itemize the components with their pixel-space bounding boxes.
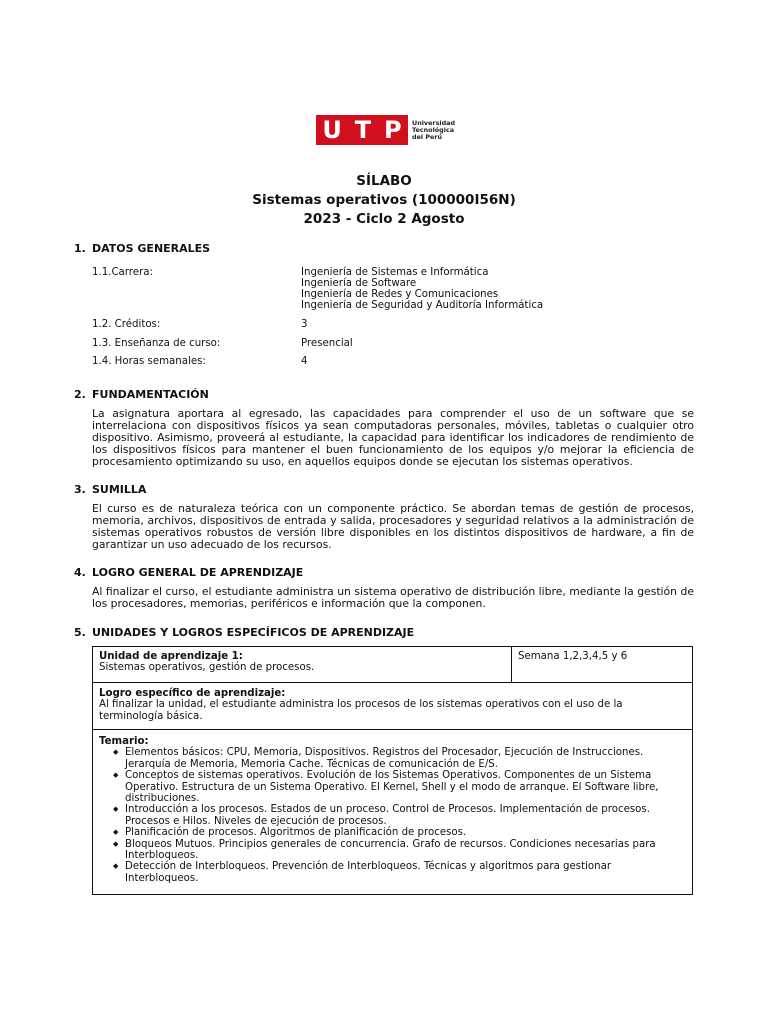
carrera-values [301, 267, 543, 311]
section-heading-datos-generales [74, 242, 210, 255]
unit-logro-title: Logro específico de aprendizaje: [99, 688, 286, 699]
unit-1-table [92, 646, 693, 895]
creditos-value: 3 [301, 319, 308, 330]
section-title: SUMILLA [92, 483, 147, 496]
temario-item: ◆ Conceptos de sistemas operativos. Evolución de los Sistemas Operativos. Componentes de un Sistema Operativo. Estructura de un Sistema Operativo. El Kernel, Shell y el modo de arranque. El Software libre, distribuciones. [125, 770, 686, 804]
unit-title: Unidad de aprendizaje 1: [99, 651, 243, 662]
unit-logro-row [93, 683, 692, 730]
logo-text [412, 120, 455, 141]
title-cycle: 2023 - Ciclo 2 Agosto [303, 211, 465, 227]
section-number: 4. [74, 566, 86, 579]
section-title: FUNDAMENTACIÓN [92, 388, 209, 401]
unit-title-cell [93, 647, 512, 682]
horas-value: 4 [301, 356, 308, 367]
creditos-label: 1.2. Créditos: [92, 319, 161, 330]
carrera-item: Ingeniería de Software [301, 278, 417, 289]
section-heading-sumilla [74, 483, 146, 496]
utp-logo [316, 115, 455, 145]
logo-letter-p: P [383, 116, 402, 144]
unit-weeks-cell [512, 647, 692, 682]
unit-name: Sistemas operativos, gestión de procesos. [99, 662, 315, 674]
logo-letter-t: T [354, 116, 372, 144]
section-title: DATOS GENERALES [92, 242, 211, 255]
carrera-item: Ingeniería de Sistemas e Informática [301, 267, 489, 278]
carrera-label: 1.1.Carrera: [92, 267, 153, 278]
section-number: 2. [74, 388, 86, 401]
section-heading-unidades [74, 626, 414, 639]
ensenanza-value: Presencial [301, 338, 353, 349]
logo-text-line: Tecnológica [412, 125, 455, 134]
fundamentacion-paragraph: La asignatura aportara al egresado, las capacidades para comprender el uso de un software que se interrelaciona con dispositivos físicos ya sean computadoras personales, móviles, tabletas o cualquier otro dispositivo. Asimismo, proveerá al estudiante, la capacidad para identificar los indicadores de rendimiento de los dispositivos físicos para mantener el buen funcionamiento de los equipos y/o mejorar la eficiencia de procesamiento optimizando su uso, en aquellos equipos donde se ejecutan los sistemas operativos. [92, 407, 694, 468]
section-heading-logro-general [74, 566, 303, 579]
unit-temario-title: Temario: [99, 736, 149, 747]
temario-item: ◆ Planificación de procesos. Algoritmos de planificación de procesos. [125, 827, 686, 838]
temario-item: ◆ Elementos básicos: CPU, Memoria, Dispositivos. Registros del Procesador, Ejecución de Instrucciones. Jerarquía de Memoria, Memoria Cache. Técnicas de comunicación de E/S. [125, 747, 686, 770]
horas-label: 1.4. Horas semanales: [92, 356, 206, 367]
utp-logo-mark [316, 115, 408, 145]
logo-text-line: del Perú [412, 132, 443, 141]
unit-temario-row [93, 730, 692, 894]
section-title: LOGRO GENERAL DE APRENDIZAJE [92, 566, 304, 579]
ensenanza-label: 1.3. Enseñanza de curso: [92, 338, 221, 349]
unit-header-row [93, 647, 692, 683]
document-title [0, 172, 768, 229]
title-course: Sistemas operativos (100000I56N) [252, 192, 516, 208]
carrera-item: Ingeniería de Redes y Comunicaciones [301, 289, 499, 300]
sumilla-paragraph: El curso es de naturaleza teórica con un componente práctico. Se abordan temas de gestión de procesos, memoria, archivos, dispositivos de entrada y salida, procesadores y seguridad relativos a la administración de sistemas operativos robustos de versión libre disponibles en los distintos dispositivos de hardware, a fin de garantizar un uso adecuado de los recursos. [92, 502, 694, 551]
logo-text-line: Universidad [412, 118, 456, 127]
section-heading-fundamentacion [74, 388, 209, 401]
section-number: 5. [74, 626, 86, 639]
title-silabo: SÍLABO [356, 173, 412, 189]
temario-item: ◆ Bloqueos Mutuos. Principios generales de concurrencia. Grafo de recursos. Condiciones necesarias para Interbloqueos. [125, 839, 686, 862]
temario-item: ◆ Detección de Interbloqueos. Prevención de Interbloqueos. Técnicas y algoritmos para gestionar Interbloqueos. [125, 861, 686, 884]
unit-logro-text: Al finalizar la unidad, el estudiante administra los procesos de los sistemas operativos con el uso de la terminología básica. [99, 699, 623, 722]
carrera-item: Ingeniería de Seguridad y Auditoría Informática [301, 300, 544, 311]
logo-letter-u: U [322, 116, 342, 144]
temario-list [99, 747, 686, 884]
section-number: 3. [74, 483, 86, 496]
logro-general-paragraph: Al finalizar el curso, el estudiante administra un sistema operativo de distribución libre, mediante la gestión de los procesadores, memorias, periféricos e información que la componen. [92, 585, 694, 610]
unit-weeks: Semana 1,2,3,4,5 y 6 [518, 651, 628, 662]
section-title: UNIDADES Y LOGROS ESPECÍFICOS DE APRENDIZAJE [92, 626, 415, 639]
temario-item: ◆ Introducción a los procesos. Estados de un proceso. Control de Procesos. Implementación de procesos. Procesos e Hilos. Niveles de ejecución de procesos. [125, 804, 686, 827]
section-number: 1. [74, 242, 86, 255]
